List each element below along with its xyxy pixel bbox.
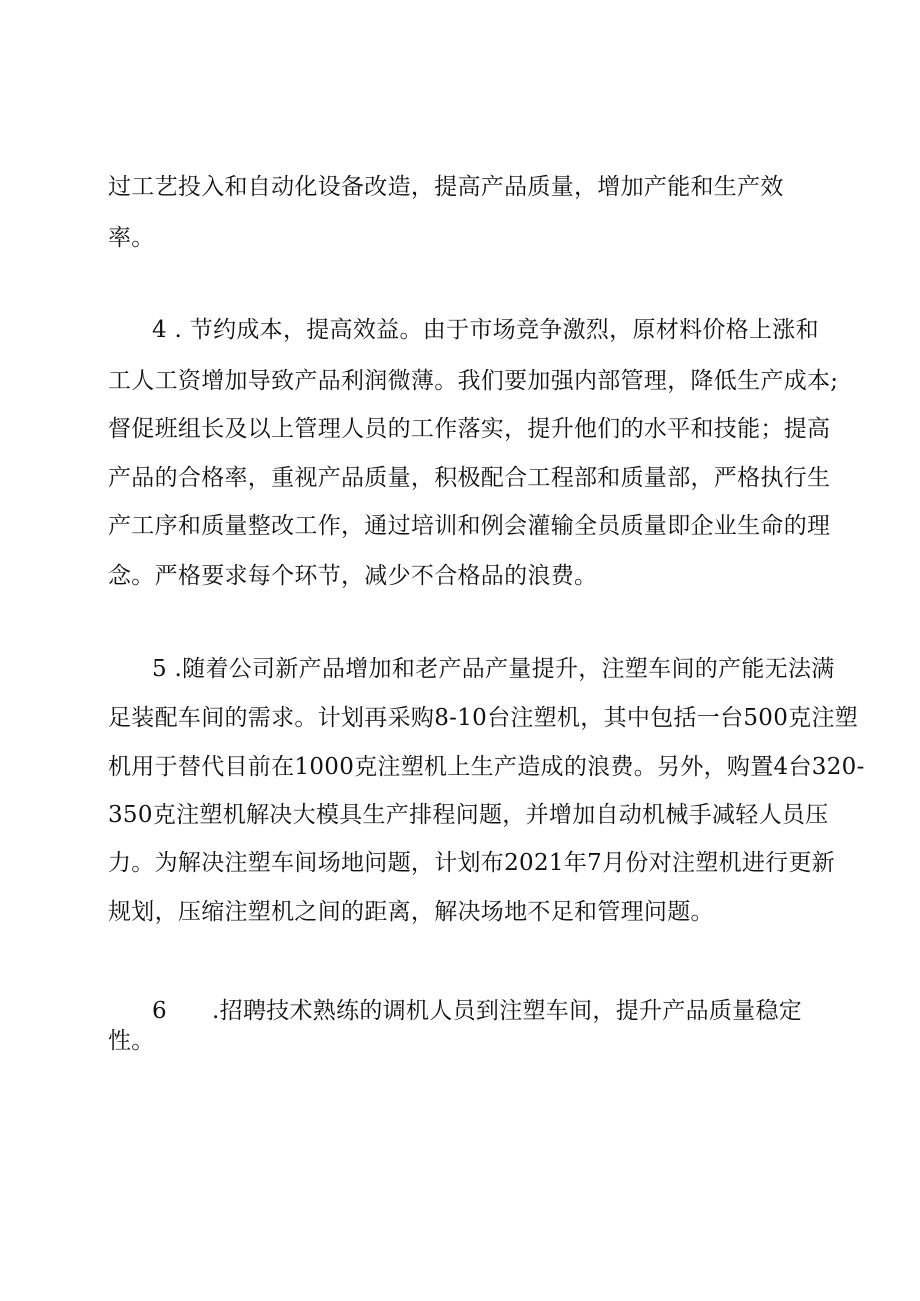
paragraph-6-line-1: .招聘技术熟练的调机人员到注塑车间，提升产品质量稳定 (212, 998, 803, 1024)
paragraph-5-line-3: 机用于替代目前在1000克注塑机上生产造成的浪费。另外，购置4台320- (108, 754, 865, 780)
paragraph-4-line-4: 产品的合格率，重视产品质量，积极配合工程部和质量部，严格执行生 (108, 465, 831, 491)
paragraph-5-line-6: 规划，压缩注塑机之间的距离，解决场地不足和管理问题。 (108, 899, 714, 925)
paragraph-5-line-4: 350克注塑机解决大模具生产排程问题，并增加自动机械手减轻人员压 (108, 802, 829, 828)
paragraph-continued-line-1: 过工艺投入和自动化设备改造，提高产品质量，增加产能和生产效 (108, 174, 784, 200)
paragraph-4-line-5: 产工序和质量整改工作，通过培训和例会灌输全员质量即企业生命的理 (108, 513, 831, 539)
paragraph-5-line-5: 力。为解决注塑车间场地问题，计划布2021年7月份对注塑机进行更新 (108, 850, 836, 876)
paragraph-4-line-3: 督促班组长及以上管理人员的工作落实，提升他们的水平和技能；提高 (108, 416, 831, 442)
paragraph-6-number: 6 (152, 998, 167, 1024)
paragraph-6-line-2: 性。 (108, 1028, 155, 1054)
paragraph-4-line-1: 4 . 节约成本，提高效益。由于市场竞争激烈，原材料价格上涨和 (152, 317, 819, 343)
paragraph-5-line-1: 5 .随着公司新产品增加和老产品产量提升，注塑车间的产能无法满 (152, 656, 835, 682)
paragraph-5-line-2: 足装配车间的需求。计划再采购8-10台注塑机，其中包括一台500克注塑 (108, 705, 859, 731)
paragraph-4-line-6: 念。严格要求每个环节，减少不合格品的浪费。 (108, 563, 598, 589)
paragraph-4-line-2: 工人工资增加导致产品利润微薄。我们要加强内部管理，降低生产成本; (108, 368, 839, 394)
paragraph-continued-line-2: 率。 (108, 225, 155, 251)
